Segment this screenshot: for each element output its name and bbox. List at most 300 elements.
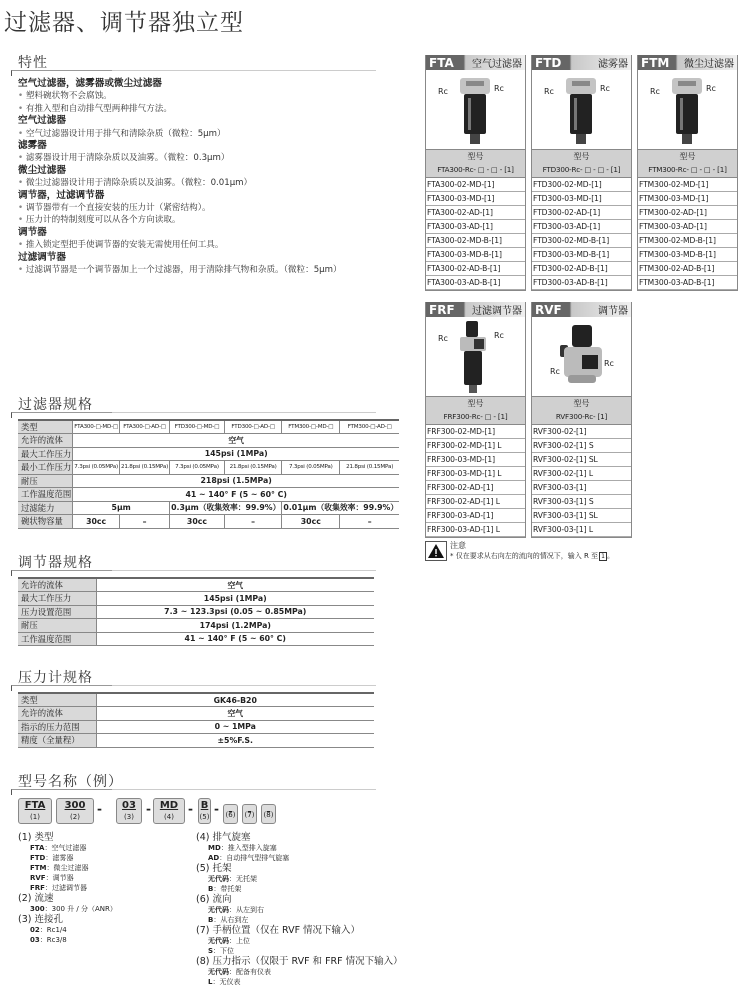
legend-item [18,853,117,863]
code-index: (8) [263,811,274,819]
legend-desc: 推入型排入旋塞 [227,844,277,852]
legend-item [196,853,403,863]
table-cell: 30cc [170,515,225,529]
feature-heading: 微尘过滤器 [18,164,66,176]
code-value: MD [159,800,179,811]
table-row [18,693,374,707]
legend-colon: ： [212,978,220,986]
table-cell: 21.8psi (0.15MPa) [224,461,282,475]
product-code: FRF [429,302,455,317]
product-image [426,317,525,397]
model-row: FTD300-02-MD-B-[1] [532,234,631,248]
model-label: 型号 [573,152,590,161]
table-row [18,515,399,529]
legend-colon: ： [39,936,47,944]
model-row: FRF300-03-AD-[1] L [426,523,525,537]
table-cell: 30cc [282,515,340,529]
code-value: FTA [24,800,46,811]
table-cell: 5μm [73,501,170,515]
regulator-spec-table [18,577,374,646]
legend-colon: ： [229,906,236,914]
model-row: RVF300-03-[1] [532,481,631,495]
model-row: FTA300-03-AD-[1] [426,220,525,234]
legend-item [18,843,117,853]
code-index: (4) [164,813,174,821]
legend-colon: ： [219,854,227,862]
feature-bullet: • 空气过滤器设计用于排气和清除杂质（微粒：5μm） [18,128,378,140]
legend-colon: ： [45,854,53,862]
model-pattern: FRF300-Rc- □ - [1] [443,412,508,421]
product-panel-ftm [637,55,738,291]
model-row: RVF300-02-[1] S [532,439,631,453]
code-separator: - [214,802,219,816]
legend-heading: (1) 类型 [18,832,54,843]
legend-desc: 无托架 [236,875,257,883]
legend-desc: 带托架 [220,885,242,893]
code-index: (1) [30,813,40,821]
model-row: FRF300-03-AD-[1] [426,509,525,523]
product-header [426,302,525,317]
legend-code: FTD [30,854,46,862]
table-cell: 145psi (1MPa) [73,447,399,461]
product-header [426,55,525,70]
legend-code: AD [208,854,220,862]
model-row: FTD300-02-AD-B-[1] [532,262,631,276]
row-label: 工作温度范围 [18,488,73,502]
legend-desc: 自动排气型排气旋塞 [226,854,290,862]
legend-colon: ： [213,916,221,924]
code-separator: - [146,802,151,816]
legend-code: FTA [30,844,45,852]
product-panel-frf [425,302,526,538]
table-cell: 41 ~ 140° F (5 ~ 60° C) [73,488,399,502]
model-label: 型号 [467,152,484,161]
model-row: FTA300-02-AD-B-[1] [426,262,525,276]
product-header [532,302,631,317]
legend-item [196,946,403,956]
product-panel-ftd [531,55,632,291]
row-label: 耐压 [18,619,96,633]
feature-heading: 滤雾器 [18,140,47,152]
model-code-box [242,804,257,824]
legend-code: RVF [30,874,46,882]
boxed-one-symbol: 1 [599,552,607,561]
feature-bullet: • 微尘过滤器设计用于清除杂质以及油雾。（微粒：0.01μm） [18,177,378,189]
divider [11,685,376,691]
model-code-box [116,798,142,824]
model-label: 型号 [467,399,484,408]
legend-item [196,915,403,925]
table-cell: 空气 [96,578,374,592]
model-pattern: FTM300-Rc- □ - □ - [1] [648,165,727,174]
divider [11,570,376,576]
model-row: RVF300-02-[1] SL [532,453,631,467]
table-cell: ±5%F.S. [96,734,374,748]
model-row: FTD300-03-MD-[1] [532,192,631,206]
model-row: FTA300-02-AD-[1] [426,206,525,220]
feature-heading: 过滤调节器 [18,251,66,263]
table-row [18,578,374,592]
feature-heading: 空气过滤器，滤雾器或微尘过滤器 [18,78,162,89]
feature-bullet: • 塑料碗状物不会腐蚀。 [18,90,378,102]
model-row: FRF300-02-MD-[1] [426,425,525,439]
port-label: Rc [438,334,448,343]
feature-bullet: • 调节器带有一个直接安装的压力计（紧密结构）。 [18,202,378,214]
code-value: 03 [122,800,136,811]
model-row: RVF300-03-[1] S [532,495,631,509]
code-index: (3) [124,813,134,821]
row-label: 最大工作压力 [18,447,73,461]
legend-colon: ： [229,968,236,976]
divider [11,789,376,795]
product-name: 过滤调节器 [472,306,522,317]
feature-heading: 调节器 [18,226,47,238]
legend-item [196,936,403,946]
legend-colon: ： [39,926,47,934]
legend-colon: ： [220,844,228,852]
legend-item [18,904,117,914]
model-row: FTA300-03-MD-[1] [426,192,525,206]
table-cell: FTM300-□-MD-□ [282,420,340,434]
model-row: FTM300-02-MD-[1] [638,178,737,192]
legend-colon: ： [44,844,52,852]
model-row: FTA300-03-AD-B-[1] [426,276,525,290]
model-row: FRF300-02-AD-[1] [426,481,525,495]
legend-colon: ： [46,864,54,872]
regulator-spec-heading: 调节器规格 [18,555,93,571]
table-row [18,420,399,434]
table-cell: 0.01μm（收集效率：99.9%） [282,501,399,515]
table-row [18,447,399,461]
model-legend-left [18,832,117,945]
model-row: RVF300-03-[1] L [532,523,631,537]
port-label: Rc [650,87,660,96]
product-code: FTA [429,55,454,70]
legend-desc: 过滤调节器 [51,884,87,892]
feature-bullet: • 过滤调节器是一个调节器加上一个过滤器，用于清除排气物和杂质。（微粒：5μm） [18,264,378,276]
note-text: * 仅在要求从右向左的流向的情况下，输入 R 至 1 。 [450,552,615,560]
model-header [532,397,631,425]
model-pattern: RVF300-Rc- [1] [555,412,608,421]
model-row: FTM300-02-AD-[1] [638,206,737,220]
legend-code: L [208,978,213,986]
table-cell: – [120,515,170,529]
product-name: 微尘过滤器 [684,59,734,70]
table-cell: FTM300-□-AD-□ [340,420,399,434]
model-row: FRF300-02-MD-[1] L [426,439,525,453]
model-row: FTM300-02-MD-B-[1] [638,234,737,248]
row-label: 最大工作压力 [18,592,96,606]
table-cell: 41 ~ 140° F (5 ~ 60° C) [96,632,374,646]
code-separator: - [188,802,193,816]
model-code-box [198,798,211,824]
row-label: 类型 [18,420,73,434]
row-label: 类型 [18,693,96,707]
legend-desc: 上位 [236,937,250,945]
legend-item [18,935,117,945]
legend-code: 03 [30,936,40,944]
port-label: Rc [494,84,504,93]
legend-item [18,873,117,883]
legend-item [196,977,403,987]
product-code: RVF [535,302,562,317]
legend-item [196,874,403,884]
model-row: FTA300-02-MD-B-[1] [426,234,525,248]
product-header [638,55,737,70]
row-label: 过滤能力 [18,501,73,515]
model-code-example [18,798,378,826]
legend-item [18,925,117,935]
legend-item [196,905,403,915]
table-cell: 空气 [96,707,374,721]
feature-heading: 调节器，过滤调节器 [18,189,105,201]
table-cell: 空气 [73,434,399,448]
table-cell: 7.3psi (0.05MPa) [170,461,225,475]
port-label: Rc [544,87,554,96]
table-cell: 145psi (1MPa) [96,592,374,606]
legend-desc: 300 升 / 分（ANR） [51,905,117,913]
model-label: 型号 [679,152,696,161]
product-image [532,70,631,150]
legend-code: FRF [30,884,45,892]
row-label: 允许的流体 [18,578,96,592]
features-list [18,78,378,277]
filter-spec-table [18,419,399,529]
code-index: (2) [70,813,80,821]
legend-code: 02 [30,926,40,934]
legend-code: B [208,916,214,924]
product-code: FTM [641,55,670,70]
model-row: FTD300-03-MD-B-[1] [532,248,631,262]
model-row: FTM300-03-AD-[1] [638,220,737,234]
code-value: 300 [64,800,86,811]
legend-heading: (8) 压力指示（仅限于 RVF 和 FRF 情况下输入） [196,956,403,967]
model-row: FTA300-03-MD-B-[1] [426,248,525,262]
table-row [18,501,399,515]
table-cell: 21.8psi (0.15MPa) [340,461,399,475]
port-label: Rc [604,359,614,368]
legend-heading: (2) 流速 [18,893,54,904]
legend-item [18,883,117,893]
legend-code: 无代码 [208,875,229,883]
table-cell: – [224,515,282,529]
legend-heading: (5) 托架 [196,863,232,874]
product-image [532,317,631,397]
row-label: 耐压 [18,474,73,488]
table-row [18,592,374,606]
model-label: 型号 [573,399,590,408]
table-cell: 7.3 ~ 123.3psi (0.05 ~ 0.85MPa) [96,605,374,619]
port-label: Rc [600,84,610,93]
feature-bullet: • 压力计的特制刻度可以从各个方向读取。 [18,214,378,226]
divider [11,70,376,76]
legend-heading: (4) 排气旋塞 [196,832,251,843]
legend-heading: (7) 手柄位置（仅在 RVF 情况下输入） [196,925,361,936]
legend-item [196,884,403,894]
table-cell: 0.3μm（收集效率：99.9%） [170,501,282,515]
model-header [426,397,525,425]
port-label: Rc [494,331,504,340]
model-naming-heading: 型号名称（例） [18,774,123,790]
legend-code: 无代码 [208,968,229,976]
legend-code: 300 [30,905,45,913]
table-row [18,461,399,475]
code-value: B [200,800,209,811]
table-cell: 0 ~ 1MPa [96,720,374,734]
product-name: 调节器 [598,306,628,317]
legend-colon: ： [44,884,52,892]
legend-desc: 微尘过滤器 [53,864,89,872]
model-row: FTD300-02-AD-[1] [532,206,631,220]
model-row: FRF300-03-MD-[1] L [426,467,525,481]
port-label: Rc [706,84,716,93]
table-row [18,632,374,646]
model-header [638,150,737,178]
legend-desc: Rc1/4 [46,926,67,934]
model-row: FTA300-02-MD-[1] [426,178,525,192]
model-row: FTD300-02-MD-[1] [532,178,631,192]
table-row [18,488,399,502]
note-title: 注意 [450,541,466,550]
legend-code: 无代码 [208,906,229,914]
feature-bullet: • 滤雾器设计用于清除杂质以及油雾。（微粒：0.3μm） [18,152,378,164]
legend-colon: ： [45,874,53,882]
legend-desc: 配备有仪表 [236,968,271,976]
product-panel-rvf [531,302,632,538]
legend-desc: 从右到左 [220,916,249,924]
code-index: (5) [199,813,210,821]
legend-colon: ： [213,885,221,893]
model-legend-right [196,832,403,987]
product-panel-fta [425,55,526,291]
table-row [18,619,374,633]
model-code-box [56,798,94,824]
code-separator: - [97,802,102,816]
model-header [426,150,525,178]
page-title: 过滤器、调节器独立型 [4,10,244,36]
model-row: FTM300-03-AD-B-[1] [638,276,737,290]
table-row [18,720,374,734]
row-label: 允许的流体 [18,434,73,448]
legend-desc: 调节器 [52,874,74,882]
table-row [18,474,399,488]
model-row: FTM300-03-MD-[1] [638,192,737,206]
model-row: RVF300-02-[1] [532,425,631,439]
table-row [18,707,374,721]
legend-colon: ： [44,905,52,913]
row-label: 指示的压力范围 [18,720,96,734]
table-row [18,434,399,448]
model-row: FTD300-03-AD-B-[1] [532,276,631,290]
legend-desc: 从左到右 [236,906,264,914]
legend-desc: Rc3/8 [46,936,67,944]
product-image [638,70,737,150]
table-cell: 174psi (1.2MPa) [96,619,374,633]
filter-spec-heading: 过滤器规格 [18,397,93,413]
row-label: 精度（全量程） [18,734,96,748]
legend-colon: ： [229,875,236,883]
legend-item [196,843,403,853]
row-label: 压力设置范围 [18,605,96,619]
model-code-box [223,804,238,824]
legend-heading: (6) 流向 [196,894,232,905]
model-row: FRF300-03-MD-[1] [426,453,525,467]
table-cell: 30cc [73,515,120,529]
row-label: 碗状物容量 [18,515,73,529]
model-row: FTM300-02-AD-B-[1] [638,262,737,276]
model-row: RVF300-02-[1] L [532,467,631,481]
table-cell: 7.3psi (0.05MPa) [73,461,120,475]
legend-code: B [208,885,214,893]
row-label: 允许的流体 [18,707,96,721]
feature-heading: 空气过滤器 [18,115,66,127]
table-cell: 21.8psi (0.15MPa) [120,461,170,475]
legend-desc: 空气过滤器 [51,844,87,852]
product-header [532,55,631,70]
feature-bullet: • 有推入型和自动排气型两种排气方法。 [18,103,378,115]
product-code: FTD [535,55,562,70]
table-cell: FTA300-□-MD-□ [73,420,120,434]
legend-desc: 无仪表 [219,978,241,986]
port-label: Rc [550,367,560,376]
legend-item [18,863,117,873]
model-row: RVF300-03-[1] SL [532,509,631,523]
legend-code: 无代码 [208,937,229,945]
features-heading: 特性 [18,55,48,71]
warning-icon [425,541,447,561]
table-cell: FTD300-□-AD-□ [224,420,282,434]
table-row [18,734,374,748]
port-label: Rc [438,87,448,96]
table-cell: 218psi (1.5MPa) [73,474,399,488]
legend-colon: ： [213,947,221,955]
table-cell: FTD300-□-MD-□ [170,420,225,434]
table-cell: – [340,515,399,529]
product-name: 空气过滤器 [472,59,522,70]
model-header [532,150,631,178]
product-image [426,70,525,150]
table-cell: 7.3psi (0.05MPa) [282,461,340,475]
row-label: 最小工作压力 [18,461,73,475]
legend-desc: 滤雾器 [52,854,74,862]
table-row [18,605,374,619]
legend-item [196,967,403,977]
model-code-box [261,804,276,824]
model-code-box [153,798,185,824]
model-pattern: FTD300-Rc- □ - □ - [1] [542,165,621,174]
legend-desc: 下位 [220,947,235,955]
legend-heading: (3) 连接孔 [18,914,63,925]
table-cell: GK46-B20 [96,693,374,707]
code-index: (7) [244,811,255,819]
code-index: (6) [225,811,236,819]
feature-bullet: • 推入锁定型把手使调节器的安装无需使用任何工具。 [18,239,378,251]
divider [11,412,376,418]
row-label: 工作温度范围 [18,632,96,646]
gauge-spec-heading: 压力计规格 [18,670,93,686]
product-name: 滤雾器 [598,59,628,70]
model-row: FTM300-03-MD-B-[1] [638,248,737,262]
legend-code: S [208,947,214,955]
table-cell: FTA300-□-AD-□ [120,420,170,434]
legend-colon: ： [229,937,236,945]
gauge-spec-table [18,692,374,748]
model-row: FRF300-02-AD-[1] L [426,495,525,509]
model-code-box [18,798,52,824]
model-pattern: FTA300-Rc- □ - □ - [1] [437,165,514,174]
legend-code: MD [208,844,221,852]
model-row: FTD300-03-AD-[1] [532,220,631,234]
